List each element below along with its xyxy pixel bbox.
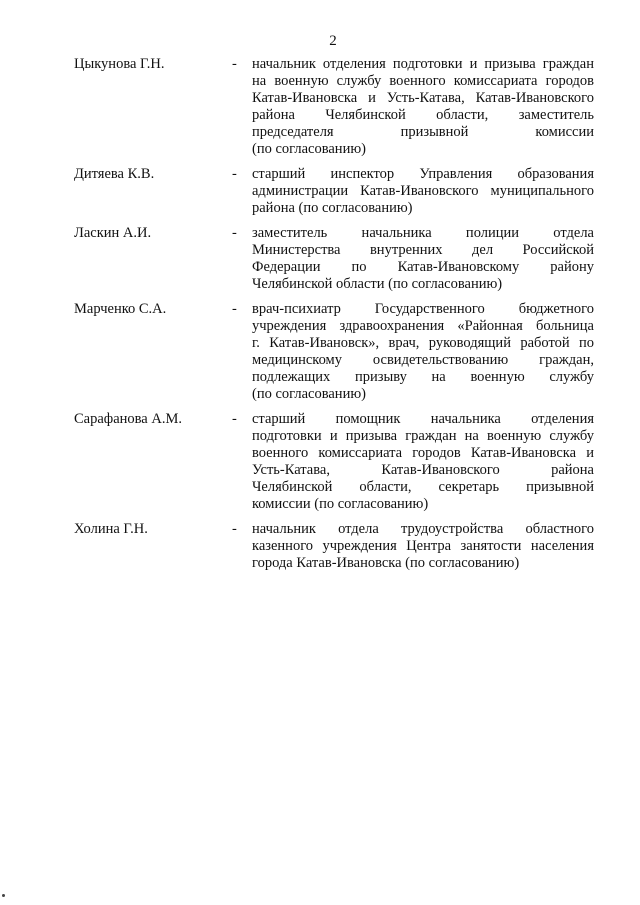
position-line: врач-психиатр Государственного бюджетного xyxy=(252,301,594,317)
position-line: (по согласованию) xyxy=(252,141,366,157)
member-entry xyxy=(74,411,594,513)
commission-member-list xyxy=(74,56,594,580)
position-line: начальник отделения подготовки и призыва граждан xyxy=(252,56,594,72)
dash-separator: - xyxy=(232,521,237,537)
member-name: Холина Г.Н. xyxy=(74,521,148,537)
position-line: Министерства внутренних дел Российской xyxy=(252,242,594,258)
position-line: на военную службу военного комиссариата городов xyxy=(252,73,594,89)
position-line: старший инспектор Управления образования xyxy=(252,166,594,182)
position-line: администрации Катав-Ивановского муниципального xyxy=(252,183,594,199)
member-position xyxy=(252,56,594,158)
member-position xyxy=(252,411,594,513)
dash-separator: - xyxy=(232,166,237,182)
dash-separator: - xyxy=(232,301,237,317)
position-line: председателя призывной комиссии xyxy=(252,124,594,140)
position-line: комиссии (по согласованию) xyxy=(252,496,429,512)
dash-separator: - xyxy=(232,56,237,72)
member-name: Цыкунова Г.Н. xyxy=(74,56,165,72)
member-position xyxy=(252,521,594,572)
member-name: Сарафанова А.М. xyxy=(74,411,182,427)
position-line: учреждения здравоохранения «Районная больница xyxy=(252,318,594,334)
position-line: начальник отдела трудоустройства областного xyxy=(252,521,594,537)
dash-separator: - xyxy=(232,411,237,427)
position-line: заместитель начальника полиции отдела xyxy=(252,225,594,241)
member-position xyxy=(252,166,594,217)
member-entry xyxy=(74,56,594,158)
position-line: Челябинской области, секретарь призывной xyxy=(252,479,594,495)
member-name: Ласкин А.И. xyxy=(74,225,152,241)
member-position xyxy=(252,225,594,293)
position-line: района Челябинской области, заместитель xyxy=(252,107,594,123)
member-name: Марченко С.А. xyxy=(74,301,167,317)
position-line: района (по согласованию) xyxy=(252,200,413,216)
position-line: казенного учреждения Центра занятости населения xyxy=(252,538,594,554)
member-position xyxy=(252,301,594,403)
position-line: подготовки и призыва граждан на военную службу xyxy=(252,428,594,444)
scan-edge-mark xyxy=(2,894,5,897)
page-number: 2 xyxy=(329,33,337,49)
member-entry xyxy=(74,521,594,572)
member-entry xyxy=(74,301,594,403)
position-line: Челябинской области (по согласованию) xyxy=(252,276,503,292)
member-name: Дитяева К.В. xyxy=(74,166,155,182)
position-line: города Катав-Ивановска (по согласованию) xyxy=(252,555,520,571)
position-line: медицинскому освидетельствованию граждан, xyxy=(252,352,594,368)
position-line: (по согласованию) xyxy=(252,386,366,402)
dash-separator: - xyxy=(232,225,237,241)
member-entry xyxy=(74,225,594,293)
position-line: старший помощник начальника отделения xyxy=(252,411,594,427)
member-entry xyxy=(74,166,594,217)
position-line: Катав-Ивановска и Усть-Катава, Катав-Ивановского xyxy=(252,90,594,106)
position-line: г. Катав-Ивановск», врач, руководящий работой по xyxy=(252,335,594,351)
position-line: Федерации по Катав-Ивановскому району xyxy=(252,259,594,275)
position-line: Усть-Катава, Катав-Ивановского района xyxy=(252,462,594,478)
position-line: военного комиссариата городов Катав-Ивановска и xyxy=(252,445,594,461)
position-line: подлежащих призыву на военную службу xyxy=(252,369,594,385)
